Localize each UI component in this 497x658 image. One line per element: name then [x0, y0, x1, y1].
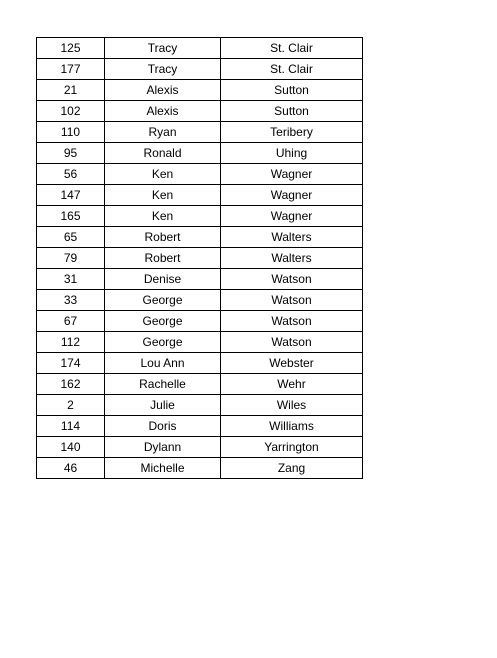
- table-row: [37, 458, 363, 479]
- id-cell: 56: [37, 164, 105, 185]
- table-row: [37, 38, 363, 59]
- first-name-cell: Julie: [105, 395, 221, 416]
- last-name-cell: Walters: [221, 227, 363, 248]
- id-cell: 31: [37, 269, 105, 290]
- id-cell: 174: [37, 353, 105, 374]
- table-row: [37, 143, 363, 164]
- table-row: [37, 311, 363, 332]
- id-cell: 79: [37, 248, 105, 269]
- first-name-cell: Alexis: [105, 80, 221, 101]
- last-name-cell: Watson: [221, 269, 363, 290]
- first-name-cell: Rachelle: [105, 374, 221, 395]
- roster-table: [36, 37, 363, 479]
- first-name-cell: Ronald: [105, 143, 221, 164]
- table-row: [37, 353, 363, 374]
- first-name-cell: Ryan: [105, 122, 221, 143]
- last-name-cell: Teribery: [221, 122, 363, 143]
- last-name-cell: Williams: [221, 416, 363, 437]
- first-name-cell: Tracy: [105, 59, 221, 80]
- id-cell: 125: [37, 38, 105, 59]
- last-name-cell: Watson: [221, 311, 363, 332]
- last-name-cell: Sutton: [221, 101, 363, 122]
- first-name-cell: Lou Ann: [105, 353, 221, 374]
- first-name-cell: Michelle: [105, 458, 221, 479]
- last-name-cell: Walters: [221, 248, 363, 269]
- id-cell: 102: [37, 101, 105, 122]
- table-row: [37, 101, 363, 122]
- last-name-cell: Zang: [221, 458, 363, 479]
- first-name-cell: Robert: [105, 248, 221, 269]
- id-cell: 165: [37, 206, 105, 227]
- first-name-cell: George: [105, 332, 221, 353]
- last-name-cell: Sutton: [221, 80, 363, 101]
- table-row: [37, 290, 363, 311]
- id-cell: 2: [37, 395, 105, 416]
- id-cell: 33: [37, 290, 105, 311]
- first-name-cell: Ken: [105, 206, 221, 227]
- last-name-cell: Yarrington: [221, 437, 363, 458]
- table-row: [37, 122, 363, 143]
- first-name-cell: Ken: [105, 185, 221, 206]
- id-cell: 65: [37, 227, 105, 248]
- id-cell: 67: [37, 311, 105, 332]
- table-row: [37, 416, 363, 437]
- first-name-cell: Tracy: [105, 38, 221, 59]
- last-name-cell: Wagner: [221, 206, 363, 227]
- table-row: [37, 395, 363, 416]
- last-name-cell: Wehr: [221, 374, 363, 395]
- first-name-cell: Ken: [105, 164, 221, 185]
- id-cell: 46: [37, 458, 105, 479]
- table-row: [37, 269, 363, 290]
- id-cell: 140: [37, 437, 105, 458]
- last-name-cell: Wiles: [221, 395, 363, 416]
- last-name-cell: Webster: [221, 353, 363, 374]
- last-name-cell: Wagner: [221, 164, 363, 185]
- roster-table-body: [37, 38, 363, 479]
- last-name-cell: St. Clair: [221, 59, 363, 80]
- last-name-cell: St. Clair: [221, 38, 363, 59]
- first-name-cell: George: [105, 311, 221, 332]
- table-row: [37, 164, 363, 185]
- id-cell: 114: [37, 416, 105, 437]
- table-row: [37, 206, 363, 227]
- first-name-cell: George: [105, 290, 221, 311]
- id-cell: 21: [37, 80, 105, 101]
- first-name-cell: Alexis: [105, 101, 221, 122]
- first-name-cell: Doris: [105, 416, 221, 437]
- last-name-cell: Wagner: [221, 185, 363, 206]
- table-row: [37, 185, 363, 206]
- first-name-cell: Robert: [105, 227, 221, 248]
- table-row: [37, 59, 363, 80]
- id-cell: 112: [37, 332, 105, 353]
- last-name-cell: Watson: [221, 290, 363, 311]
- last-name-cell: Watson: [221, 332, 363, 353]
- table-row: [37, 80, 363, 101]
- last-name-cell: Uhing: [221, 143, 363, 164]
- table-row: [37, 248, 363, 269]
- id-cell: 95: [37, 143, 105, 164]
- table-row: [37, 227, 363, 248]
- id-cell: 110: [37, 122, 105, 143]
- first-name-cell: Dylann: [105, 437, 221, 458]
- id-cell: 162: [37, 374, 105, 395]
- id-cell: 147: [37, 185, 105, 206]
- first-name-cell: Denise: [105, 269, 221, 290]
- table-row: [37, 332, 363, 353]
- id-cell: 177: [37, 59, 105, 80]
- table-row: [37, 374, 363, 395]
- table-row: [37, 437, 363, 458]
